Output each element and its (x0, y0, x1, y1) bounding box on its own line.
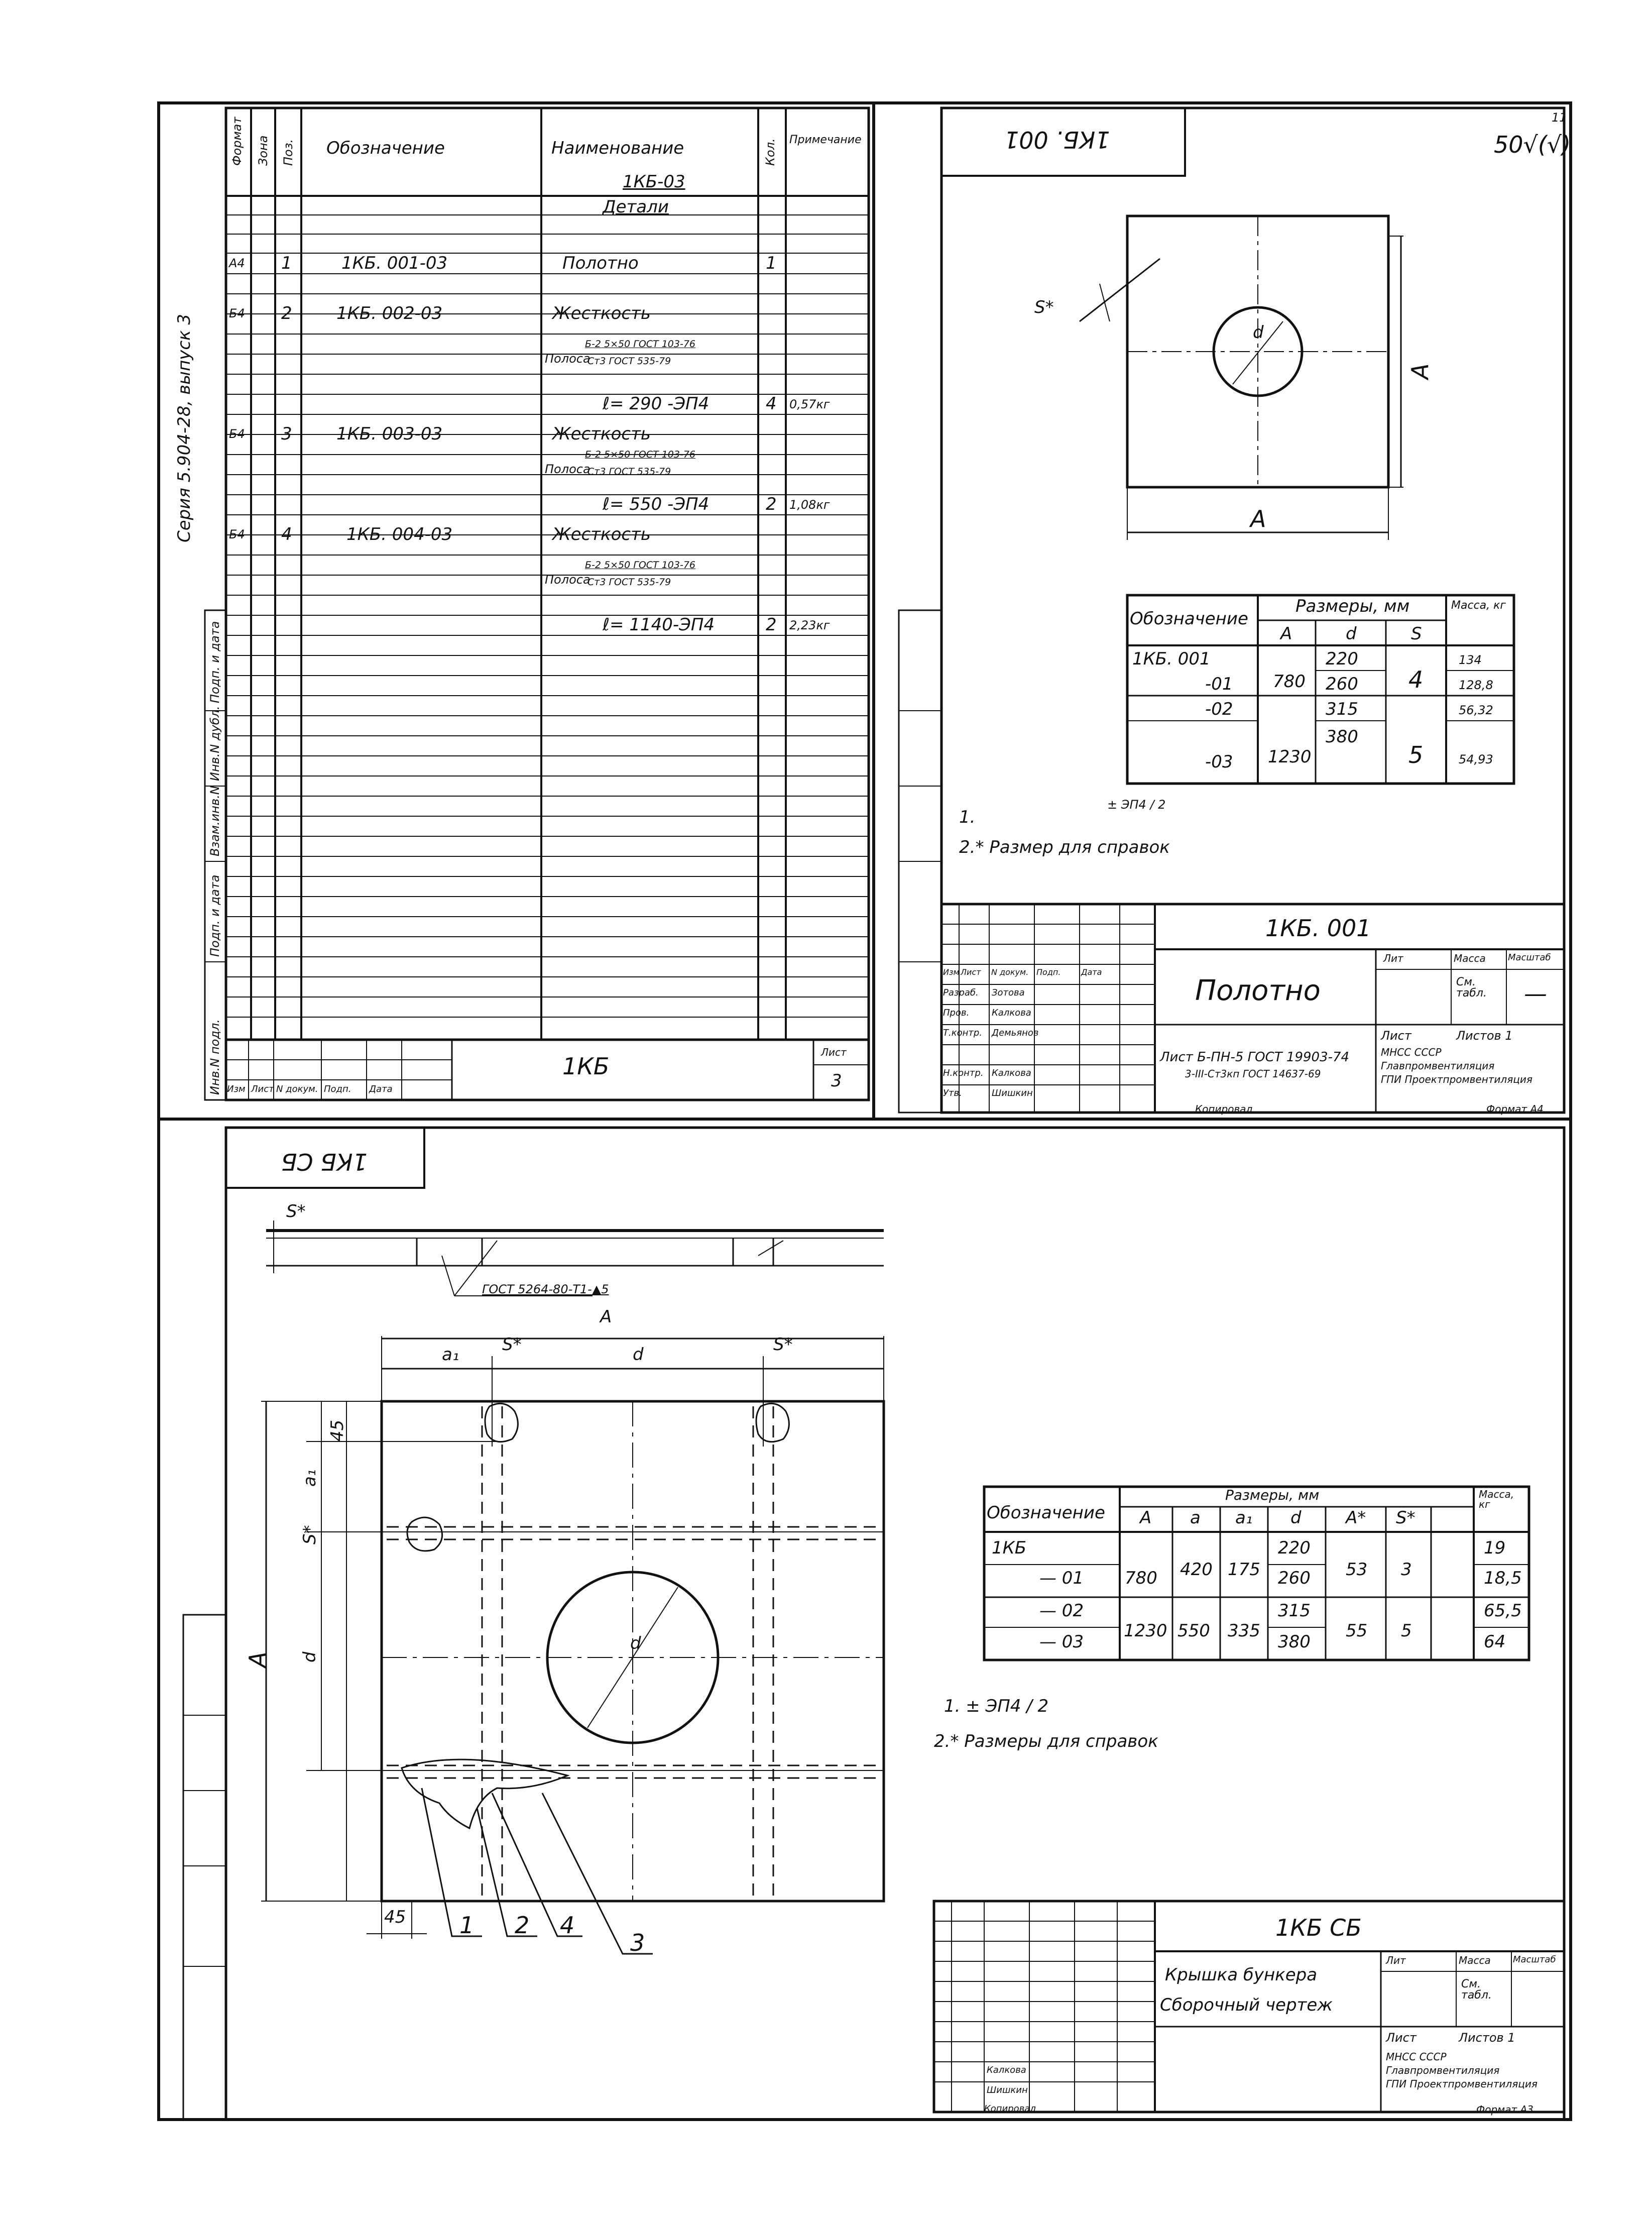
s2-title-code: 1КБ СБ (1275, 1914, 1362, 1941)
s2-title-lit: Лит (1386, 1954, 1406, 1966)
spec-title-col-sheet: Лист (251, 1084, 274, 1094)
row-name: Жесткость (552, 424, 651, 444)
cell-d: 260 (1326, 674, 1358, 694)
cell-designation: 1КБ. 001 (1132, 649, 1211, 669)
s2-title-org-2: Главпромвентиляция (1386, 2064, 1500, 2076)
s1-title-role-tcontrol: Т.контр. (943, 1028, 983, 1038)
position-4: 4 (560, 1912, 575, 1939)
s1-copied: Копировал (1195, 1103, 1253, 1115)
s1-title-lit: Лит (1383, 952, 1403, 964)
s1-title-name-ncontrol: Калкова (992, 1068, 1031, 1078)
s2-col-a1: а₁ (1235, 1508, 1253, 1528)
cell-d: 380 (1278, 1632, 1311, 1652)
cell-designation: — 01 (1039, 1568, 1084, 1588)
row-pos: 3 (281, 424, 292, 444)
position-1: 1 (459, 1912, 475, 1939)
cell-mass: 134 (1459, 653, 1482, 667)
s1-table-col-d: d (1346, 624, 1357, 644)
s1-title-hdr-doc: N докум. (991, 967, 1029, 977)
cell-mass: 18,5 (1484, 1568, 1522, 1588)
s2-title-scale: Масштаб (1513, 1954, 1556, 1965)
spec-header-qty: Кол. (763, 138, 777, 166)
s2-table-h-dims: Размеры, мм (1225, 1487, 1320, 1503)
row-pos: 4 (281, 524, 292, 544)
row-qty: 2 (766, 494, 777, 514)
cell-mass: 128,8 (1459, 678, 1493, 692)
s1-table-h-designation: Обозначение (1130, 609, 1248, 629)
row-name: ℓ= 550 -ЭП4 (603, 494, 710, 514)
s1-title-hdr-change: Изм (943, 967, 960, 977)
cell-d: 220 (1326, 649, 1358, 669)
row-designation: 1КБ. 001-03 (341, 253, 448, 273)
s2-g1-As: 53 (1346, 1560, 1368, 1580)
size-a-vertical: А (1406, 363, 1434, 379)
row-note: 1,08кг (789, 498, 830, 512)
spec-header-name: Наименование (551, 138, 684, 158)
s2-title-name-2: Сборочный чертеж (1160, 1995, 1333, 2015)
dim-a-total-vertical: А (244, 1651, 271, 1668)
s1-title-scale: Масштаб (1508, 952, 1551, 963)
s1-table-s-group1: 4 (1408, 666, 1424, 693)
s2-g2-a1: 335 (1228, 1621, 1260, 1641)
row-name: ℓ= 290 -ЭП4 (603, 394, 710, 414)
cell-d: 315 (1326, 699, 1358, 719)
s1-title-scale-val: — (1524, 980, 1547, 1007)
s2-copied: Копировал (984, 2103, 1036, 2114)
dim-s-right: S* (773, 1335, 793, 1355)
s1-table-h-mass: Масса, кг (1451, 599, 1506, 612)
s2-col-a: А (1140, 1508, 1152, 1528)
spec-section: Детали (603, 197, 669, 217)
s2-g1-A: 780 (1125, 1568, 1157, 1588)
s2-note2: 2.* Размеры для справок (934, 1731, 1158, 1751)
row-pos: 1 (281, 253, 292, 273)
spec-title-col-date: Дата (369, 1084, 393, 1094)
s1-title-sheet: Лист (1381, 1029, 1411, 1043)
cell-d: 315 (1278, 1601, 1311, 1621)
row-designation: 1КБ. 002-03 (336, 303, 443, 323)
row-name-prefix: Полоса (545, 352, 591, 366)
s2-title-name-1: Крышка бункера (1165, 1965, 1318, 1985)
sheet2-rotated-code: 1КБ СБ (281, 1148, 368, 1175)
s1-title-hdr-date: Дата (1081, 967, 1102, 977)
s2-format: Формат А3 (1476, 2103, 1533, 2116)
s2-title-mass: Масса (1459, 1954, 1491, 1966)
s2-table-h-mass: Масса, кг (1479, 1488, 1514, 1510)
cell-designation: -03 (1205, 752, 1233, 772)
s1-title-org-3: ГПИ Проектпромвентиляция (1381, 1073, 1532, 1085)
spec-title-sheet-label: Лист (821, 1046, 847, 1058)
s2-title-sheet: Лист (1386, 2031, 1417, 2045)
cell-d: 260 (1278, 1568, 1311, 1588)
dim-45-bottom: 45 (384, 1907, 406, 1927)
s2-title-org-3: ГПИ Проектпромвентиляция (1386, 2078, 1538, 2090)
cell-mass: 65,5 (1484, 1601, 1522, 1621)
spec-title-code: 1КБ (562, 1053, 610, 1080)
row-name-prefix: Полоса (545, 573, 591, 587)
cell-mass: 54,93 (1459, 752, 1493, 766)
s1-title-name-tcontrol: Демьянов (992, 1028, 1039, 1038)
s2-col-s-star: S* (1396, 1508, 1415, 1528)
s2-col-d: d (1290, 1508, 1302, 1528)
s1-title-name-approved: Шишкин (992, 1088, 1033, 1098)
s2-title-sheets: Листов 1 (1459, 2031, 1515, 2045)
cell-designation: -01 (1205, 674, 1233, 694)
cell-mass: 64 (1484, 1632, 1506, 1652)
s1-title-name-checker: Калкова (992, 1008, 1031, 1018)
s1-title-role-checker: Пров. (943, 1008, 970, 1018)
size-a-horizontal: А (1250, 505, 1266, 532)
cell-designation: — 02 (1039, 1601, 1084, 1621)
s2-g2-As: 55 (1346, 1621, 1368, 1641)
cell-mass: 19 (1484, 1538, 1506, 1558)
dim-diameter: d (630, 1633, 641, 1653)
row-fraction-top: Б-2 5×50 ГОСТ 103-76 (585, 339, 695, 350)
s1-title-sheets: Листов 1 (1456, 1029, 1513, 1043)
stamp-orig-inv: Инв.N подл. (208, 1019, 222, 1095)
s1-title-mass-val: См. табл. (1456, 976, 1487, 1000)
s2-title-name-approved: Шишкин (987, 2085, 1028, 2095)
row-fraction-top: Б-2 5×50 ГОСТ 103-76 (585, 560, 695, 571)
s1-title-name-developer: Зотова (992, 987, 1025, 998)
dim-a1-vertical: а₁ (300, 1469, 320, 1487)
spec-title-col-sign: Подп. (324, 1084, 351, 1094)
s1-table-a-group1: 780 (1273, 672, 1306, 692)
s1-note1: 1. (959, 807, 976, 827)
s1-format: Формат А4 (1486, 1103, 1544, 1115)
spec-title-sheet: 3 (831, 1071, 842, 1091)
s2-g1-S: 3 (1401, 1560, 1412, 1580)
s1-title-role-developer: Разраб. (943, 987, 979, 998)
s2-col-a-star: А* (1346, 1508, 1366, 1528)
row-note: 0,57кг (789, 397, 830, 411)
row-format: Б4 (229, 306, 245, 320)
s2-g2-A: 1230 (1124, 1621, 1167, 1641)
cell-designation: — 03 (1039, 1632, 1084, 1652)
row-name: Полотно (562, 253, 639, 273)
s1-title-hdr-sheet: Лист (961, 967, 981, 977)
s1-note2: 2.* Размер для справок (959, 837, 1170, 857)
s2-title-name-ncontrol: Калкова (987, 2065, 1026, 2075)
row-fraction-bottom: Ст3 ГОСТ 535-79 (587, 466, 671, 477)
s1-table-col-s: S (1411, 624, 1422, 644)
corner-mark: 11 (1552, 110, 1567, 125)
position-2: 2 (515, 1912, 530, 1939)
row-name: ℓ= 1140-ЭП4 (603, 615, 715, 635)
s2-title-org-1: МНСС СССР (1386, 2051, 1447, 2063)
cell-d: 380 (1326, 727, 1358, 747)
stamp-repl-inv: Взам.инв.N (208, 786, 222, 856)
stamp-sign-date-1: Подп. и дата (208, 621, 222, 703)
dim-s-left: S* (502, 1335, 522, 1355)
s2-col-a-small: а (1190, 1508, 1201, 1528)
sheet1-rotated-code: 1КБ. 001 (1004, 126, 1110, 153)
row-format: Б4 (229, 427, 245, 441)
s2-table-h-designation: Обозначение (987, 1503, 1105, 1523)
row-fraction-bottom: Ст3 ГОСТ 535-79 (587, 577, 671, 588)
row-name: Жесткость (552, 303, 651, 323)
dim-a: d (633, 1345, 644, 1365)
spec-header-note: Примечание (789, 134, 862, 146)
roughness-mark: 50√(√) (1494, 131, 1571, 158)
dim-thickness-top: S* (286, 1201, 306, 1222)
cell-d: 220 (1278, 1538, 1311, 1558)
cell-mass: 56,32 (1459, 703, 1493, 717)
spec-header-format: Формат (230, 117, 244, 166)
s1-title-material-1: Лист Б-ПН-5 ГОСТ 19903-74 (1160, 1050, 1350, 1065)
spec-header-zone: Зона (256, 135, 270, 166)
s1-table-s-group2: 5 (1408, 741, 1424, 768)
row-name: Жесткость (552, 524, 651, 544)
row-format: Б4 (229, 527, 245, 541)
s1-table-col-a: А (1280, 624, 1292, 644)
s2-g1-a1: 175 (1228, 1560, 1260, 1580)
s1-title-name: Полотно (1195, 974, 1321, 1007)
weld-spec: ГОСТ 5264-80-Т1-▲5 (482, 1282, 609, 1296)
thickness-label: S* (1034, 297, 1054, 317)
spec-title-col-doc: N докум. (276, 1084, 318, 1094)
dim-45-top: 45 (327, 1419, 347, 1441)
s1-title-role-ncontrol: Н.контр. (943, 1068, 984, 1078)
s1-note1-value: ± ЭП4 / 2 (1107, 798, 1166, 812)
row-qty: 2 (766, 615, 777, 635)
s2-g1-a: 420 (1180, 1560, 1213, 1580)
s1-title-role-approved: Утв. (943, 1088, 962, 1098)
spec-header-designation: Обозначение (326, 138, 445, 158)
cell-designation: 1КБ (992, 1538, 1027, 1558)
row-fraction-bottom: Ст3 ГОСТ 535-79 (587, 356, 671, 367)
s2-note1: 1. ± ЭП4 / 2 (944, 1696, 1049, 1716)
position-3: 3 (630, 1929, 645, 1956)
spec-group: 1КБ-03 (623, 172, 685, 192)
row-qty: 1 (766, 253, 777, 273)
s2-g2-a: 550 (1177, 1621, 1210, 1641)
series-label: Серия 5.904-28, выпуск 3 (174, 314, 194, 542)
s1-title-org-1: МНСС СССР (1381, 1046, 1442, 1058)
s1-title-code: 1КБ. 001 (1265, 915, 1371, 942)
s1-table-h-dims: Размеры, мм (1295, 596, 1410, 616)
s1-title-material-2: 3-III-Ст3кп ГОСТ 14637-69 (1185, 1068, 1321, 1080)
stamp-dup-inv: Инв.N дубл. (208, 706, 222, 781)
spec-title-col-change: Изм (227, 1084, 246, 1094)
row-designation: 1КБ. 003-03 (336, 424, 443, 444)
s1-title-org-2: Главпромвентиляция (1381, 1060, 1495, 1072)
stamp-sign-date-2: Подп. и дата (208, 874, 222, 957)
row-format: А4 (229, 256, 245, 270)
row-fraction-top: Б-2 5×50 ГОСТ 103-76 (585, 449, 695, 460)
row-name-prefix: Полоса (545, 462, 591, 476)
dim-a1: а₁ (442, 1345, 459, 1365)
cell-designation: -02 (1205, 699, 1233, 719)
s2-g2-S: 5 (1401, 1621, 1412, 1641)
row-pos: 2 (281, 303, 292, 323)
s2-title-mass-val: См. табл. (1461, 1978, 1492, 2002)
diameter-label: d (1253, 322, 1264, 343)
s1-table-a-group2: 1230 (1268, 747, 1312, 767)
row-note: 2,23кг (789, 618, 830, 632)
spec-header-pos: Поз. (281, 139, 295, 166)
row-qty: 4 (766, 394, 777, 414)
s1-title-hdr-sign: Подп. (1036, 967, 1061, 977)
dim-a-total: А (600, 1307, 612, 1327)
s1-title-mass: Масса (1454, 952, 1486, 964)
dim-a-vertical: d (300, 1651, 320, 1662)
dim-s-vertical: S* (300, 1525, 320, 1544)
row-designation: 1КБ. 004-03 (346, 524, 453, 544)
